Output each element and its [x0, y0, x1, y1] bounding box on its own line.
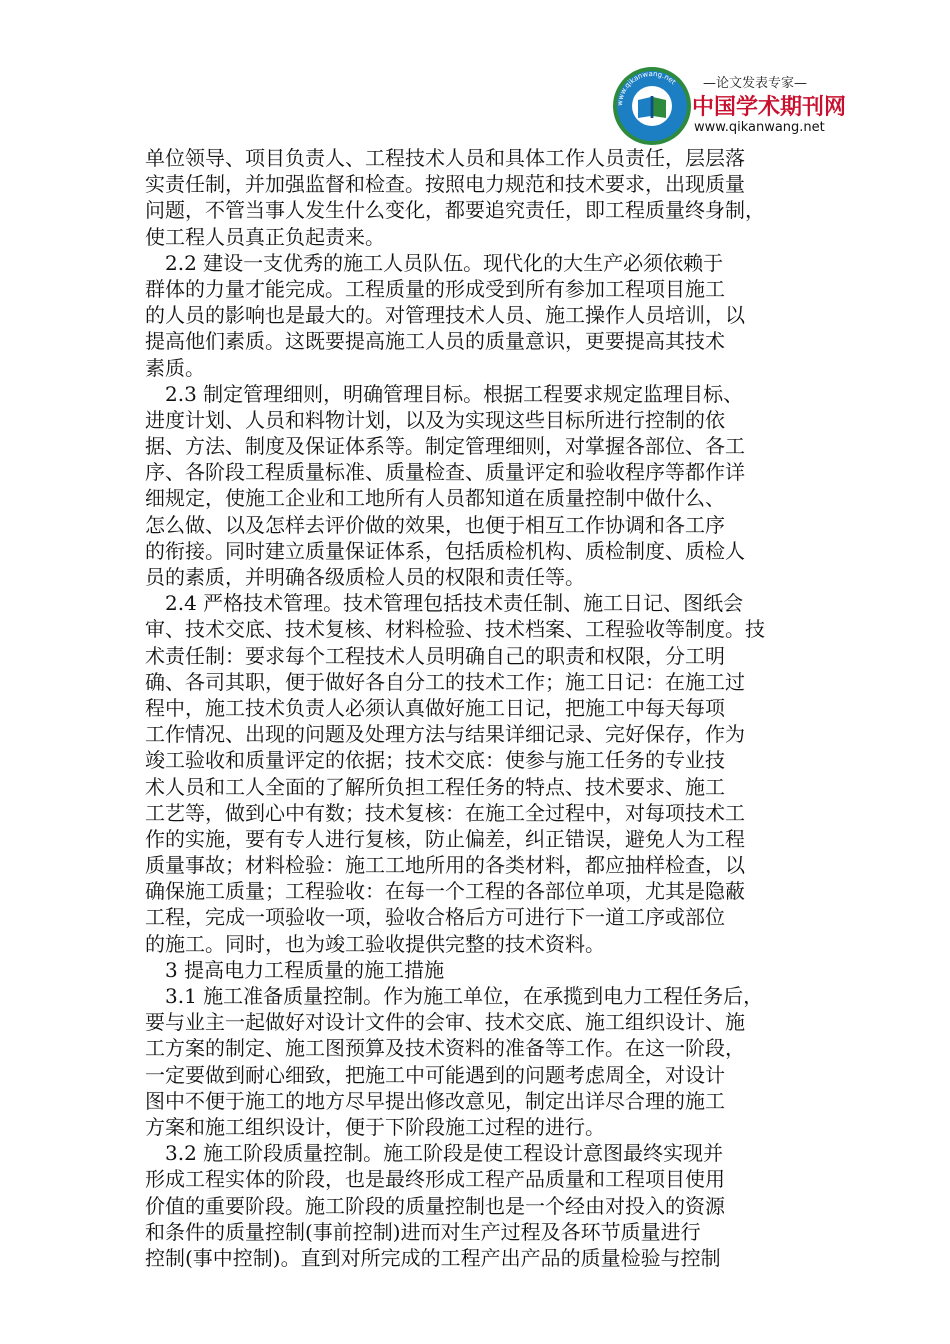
text-line: 和条件的质量控制(事前控制)进而对生产过程及各环节质量进行 — [145, 1219, 701, 1244]
text-line: 竣工验收和质量评定的依据；技术交底：使参与施工任务的专业技 — [145, 748, 725, 773]
text-line: 单位领导、项目负责人、工程技术人员和具体工作人员责任，层层落 — [145, 146, 745, 170]
text-line: 质量事故；材料检验：施工工地所用的各类材料，都应抽样检查，以 — [145, 853, 745, 878]
text-line: 问题，不管当事人发生什么变化，都要追究责任，即工程质量终身制， — [145, 198, 765, 223]
text-line: 确保施工质量；工程验收：在每一个工程的各部位单项，尤其是隐蔽 — [145, 879, 745, 904]
logo-url: www.qikanwang.net — [694, 120, 825, 135]
text-line: 作的实施，要有专人进行复核，防止偏差，纠正错误，避免人为工程 — [145, 826, 745, 851]
text-line: 2.4 严格技术管理。技术管理包括技术责任制、施工日记、图纸会 — [145, 591, 744, 616]
seal-icon — [612, 66, 692, 146]
text-line: 群体的力量才能完成。工程质量的形成受到所有参加工程项目施工 — [145, 276, 725, 301]
text-line: 2.3 制定管理细则，明确管理目标。根据工程要求规定监理目标、 — [145, 381, 744, 406]
text-line: 3.1 施工准备质量控制。作为施工单位，在承揽到电力工程任务后， — [145, 984, 764, 1008]
text-line: 员的素质，并明确各级质检人员的权限和责任等。 — [145, 565, 585, 589]
logo-tagline: —论文发表专家— — [702, 76, 807, 91]
text-line: 控制(事中控制)。直到对所完成的工程产出产品的质量检验与控制 — [145, 1245, 721, 1270]
text-line: 程中，施工技术负责人必须认真做好施工日记，把施工中每天每项 — [145, 695, 725, 720]
book-icon — [638, 96, 666, 118]
text-line: 素质。 — [145, 355, 205, 380]
text-line: 细规定，使施工企业和工地所有人员都知道在质量控制中做什么、 — [145, 486, 725, 511]
text-line: 工程，完成一项验收一项，验收合格后方可进行下一道工序或部位 — [145, 905, 725, 930]
text-line: 据、方法、制度及保证体系等。制定管理细则，对掌握各部位、各工 — [145, 434, 745, 459]
seal-ring-text: www.qikanwang.net — [615, 69, 678, 107]
article-body — [145, 145, 795, 1271]
text-line: 价值的重要阶段。施工阶段的质量控制也是一个经由对投入的资源 — [145, 1193, 725, 1218]
text-line: 的衔接。同时建立质量保证体系，包括质检机构、质检制度、质检人 — [145, 538, 745, 563]
text-line: 怎么做、以及怎样去评价做的效果，也便于相互工作协调和各工序 — [145, 512, 725, 537]
text-line: 使工程人员真正负起责来。 — [145, 224, 385, 249]
text-line: 确、各司其职，便于做好各自分工的技术工作；施工日记：在施工过 — [145, 669, 745, 694]
text-line: 工艺等，做到心中有数；技术复核：在施工全过程中，对每项技术工 — [145, 800, 745, 825]
text-line: 提高他们素质。这既要提高施工人员的质量意识，更要提高其技术 — [145, 329, 725, 354]
text-line: 的施工。同时，也为竣工验收提供完整的技术资料。 — [145, 931, 605, 956]
text-line: 术责任制：要求每个工程技术人员明确自己的职责和权限，分工明 — [145, 643, 725, 668]
text-line: 2.2 建设一支优秀的施工人员队伍。现代化的大生产必须依赖于 — [145, 250, 724, 275]
text-line: 序、各阶段工程质量标准、质量检查、质量评定和验收程序等都作详 — [145, 460, 745, 485]
text-line: 工方案的制定、施工图预算及技术资料的准备等工作。在这一阶段， — [145, 1036, 745, 1061]
text-line: 术人员和工人全面的了解所负担工程任务的特点、技术要求、施工 — [145, 774, 725, 799]
section-heading: 3 提高电力工程质量的施工措施 — [145, 957, 445, 982]
text-line: 要与业主一起做好对设计文件的会审、技术交底、施工组织设计、施 — [145, 1010, 745, 1035]
text-line: 工作情况、出现的问题及处理方法与结果详细记录、完好保存，作为 — [145, 722, 745, 747]
text-line: 的人员的影响也是最大的。对管理技术人员、施工操作人员培训，以 — [145, 303, 745, 328]
text-line: 图中不便于施工的地方尽早提出修改意见，制定出详尽合理的施工 — [145, 1088, 725, 1113]
text-line: 形成工程实体的阶段，也是最终形成工程产品质量和工程项目使用 — [145, 1167, 725, 1192]
text-line: 方案和施工组织设计，便于下阶段施工过程的进行。 — [145, 1114, 605, 1139]
text-line: 进度计划、人员和料物计划，以及为实现这些目标所进行控制的依 — [145, 407, 725, 432]
site-logo — [612, 66, 847, 148]
text-line: 一定要做到耐心细致，把施工中可能遇到的问题考虑周全，对设计 — [145, 1062, 725, 1087]
text-line: 3.2 施工阶段质量控制。施工阶段是使工程设计意图最终实现并 — [145, 1141, 724, 1166]
text-line: 实责任制，并加强监督和检查。按照电力规范和技术要求，出现质量 — [145, 172, 745, 197]
text-line: 审、技术交底、技术复核、材料检验、技术档案、工程验收等制度。技 — [145, 617, 765, 642]
logo-brand-name: 中国学术期刊网 — [692, 95, 847, 120]
